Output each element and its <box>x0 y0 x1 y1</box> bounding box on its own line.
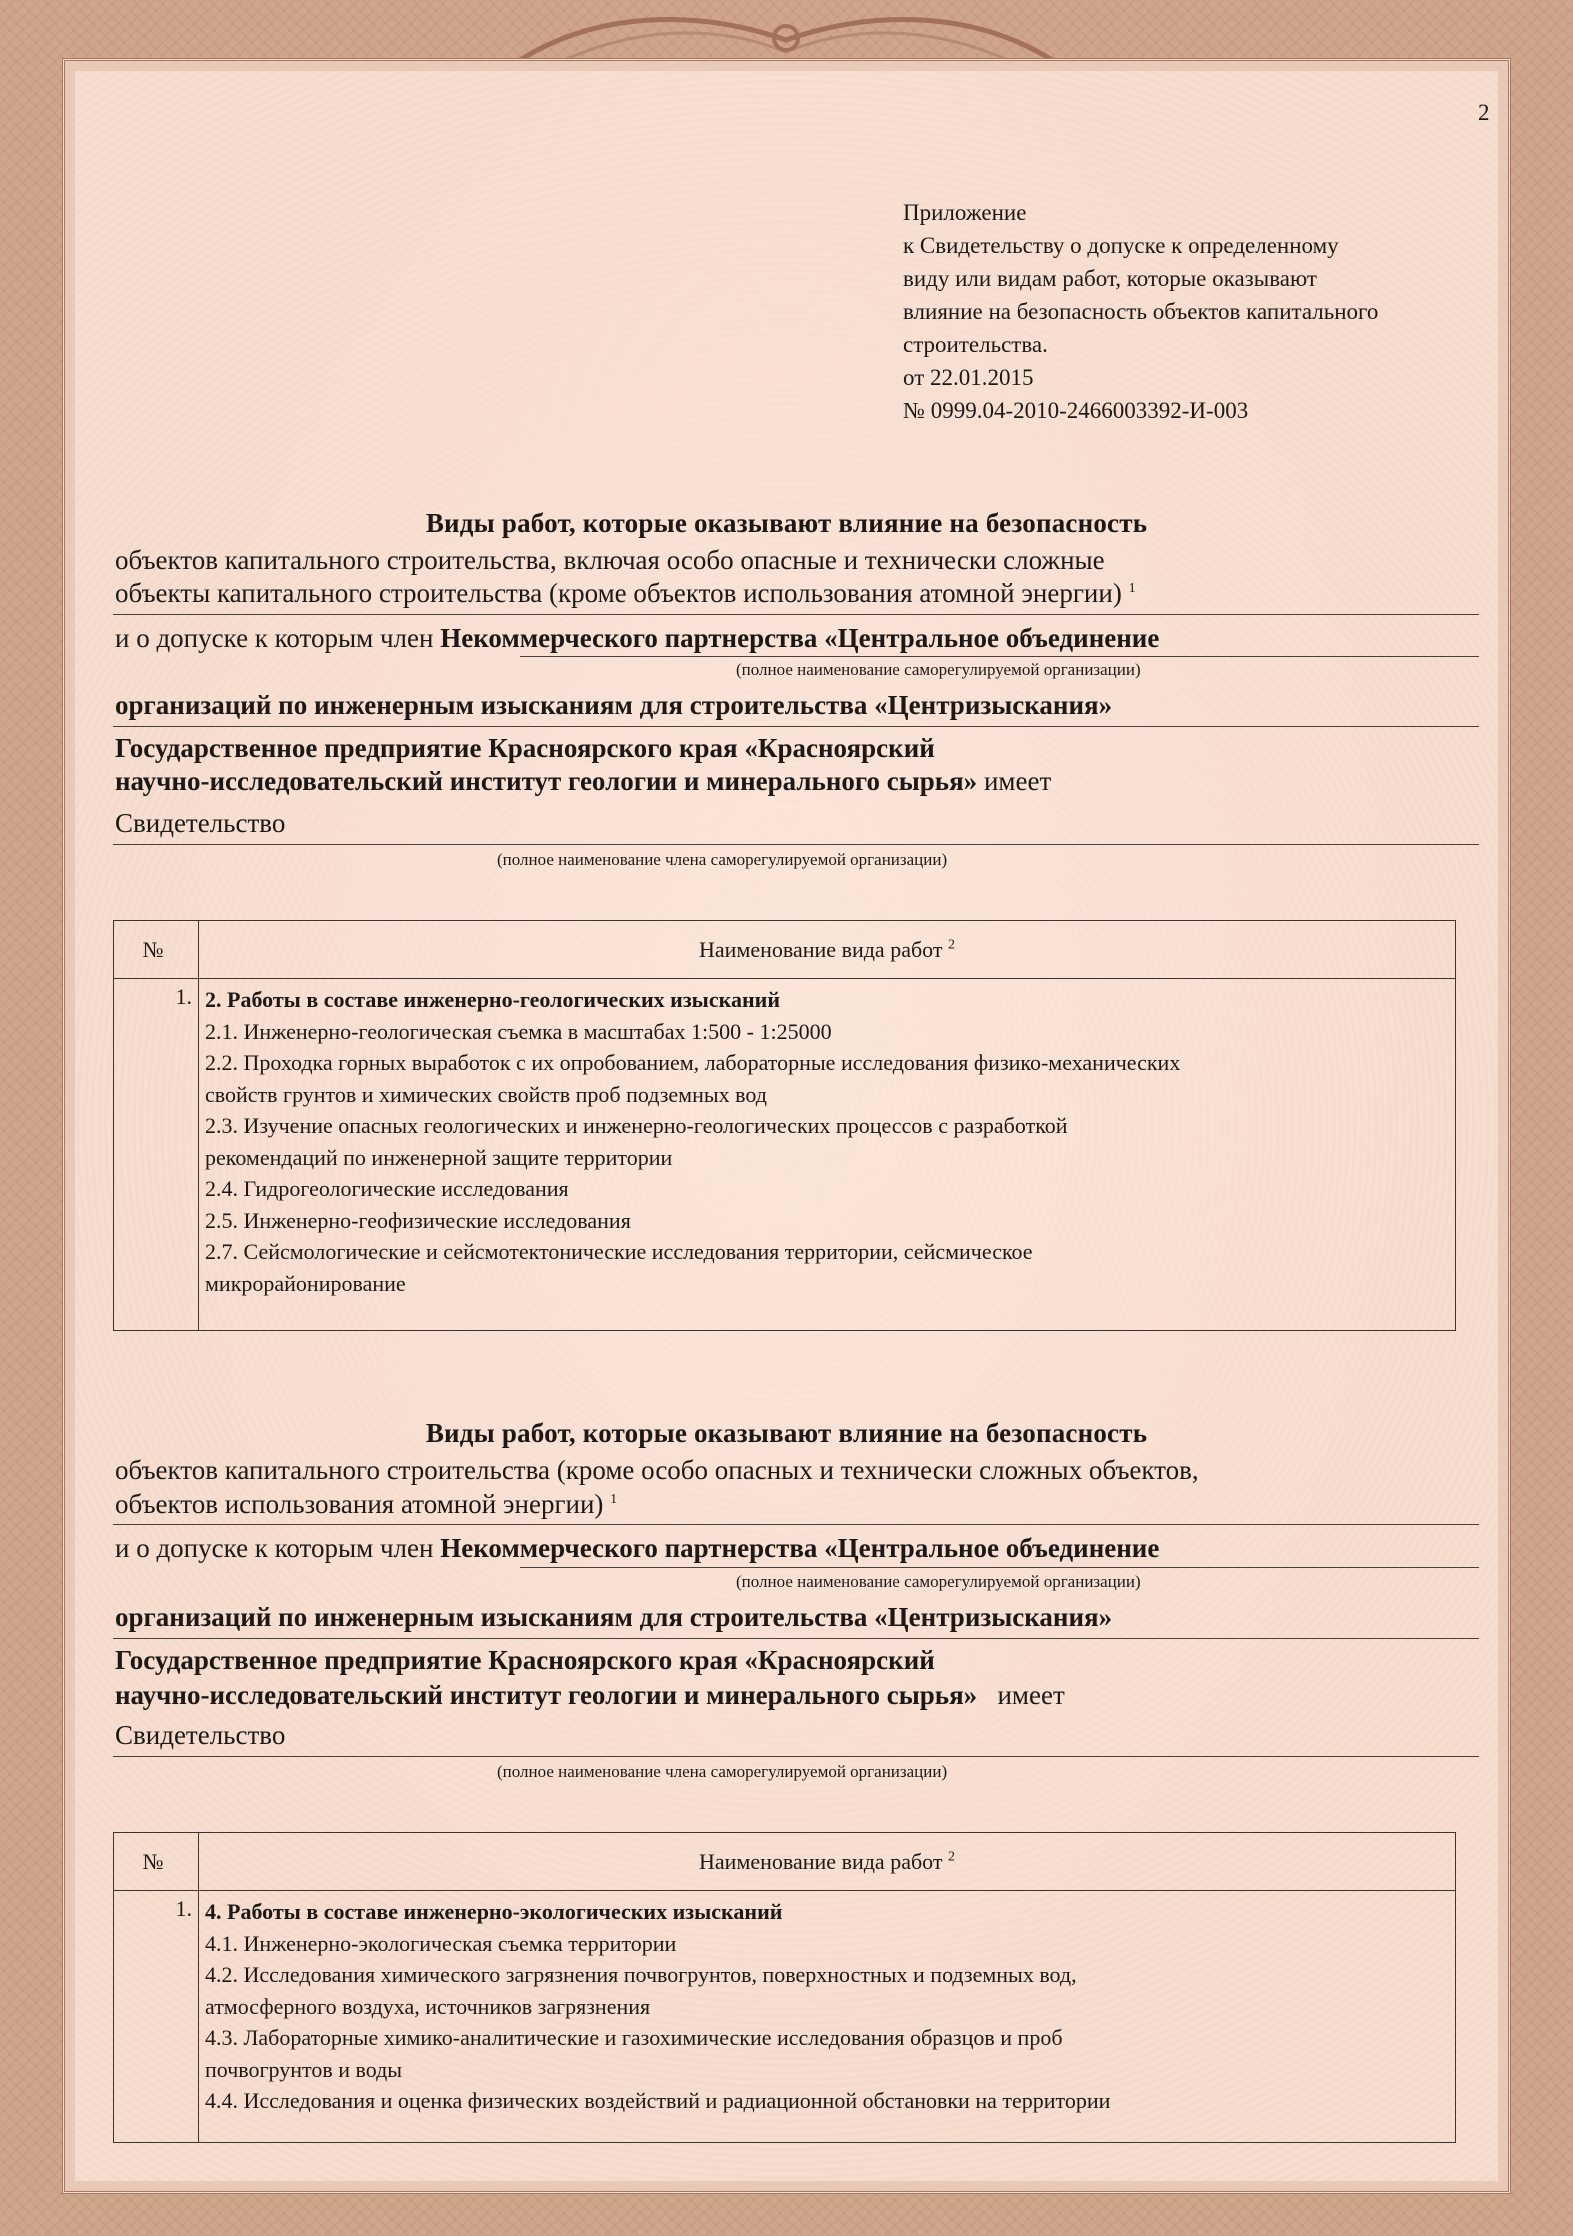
underline <box>520 1567 1479 1568</box>
section2-title: Виды работ, которые оказывают влияние на безопасность <box>425 1418 1148 1448</box>
work-item: 2.3. Изучение опасных геологических и инженерно-геологических процессов с разработкой <box>205 1113 1068 1138</box>
underline <box>520 656 1479 657</box>
appendix-line: влияние на безопасность объектов капитального <box>903 299 1379 324</box>
row-number: 1. <box>114 979 199 1331</box>
works-table-2 <box>113 1832 1456 2143</box>
underline <box>113 844 1479 845</box>
member-name-line2: научно-исследовательский институт геологии и минерального сырья» имеет <box>115 766 1052 796</box>
appendix-line: к Свидетельству о допуске к определенному <box>903 233 1339 258</box>
appendix-line: от 22.01.2015 <box>903 365 1034 390</box>
work-item: почвогрунтов и воды <box>205 2056 403 2082</box>
col-name-header: Наименование вида работ $^2$ <box>199 921 1456 979</box>
work-item: микрорайонирование <box>205 1270 406 1296</box>
work-item: 4.4. Исследования и оценка физических воздействий и радиационной обстановки на территории <box>205 2088 1111 2113</box>
section2-admission-line: и о допуске к которым член Некоммерческого партнерства «Центральное объединение <box>115 1533 1160 1563</box>
underline <box>113 1756 1479 1757</box>
work-item: 4.1. Инженерно-экологическая съемка территории <box>205 1930 677 1956</box>
sro-name-part1: Некоммерческого партнерства «Центральное объединение <box>440 623 1160 653</box>
table-row <box>114 979 1456 1331</box>
work-item: 2.5. Инженерно-геофизические исследования <box>205 1207 631 1233</box>
appendix-line: № 0999.04-2010-2466003392-И-003 <box>903 398 1249 423</box>
underline <box>113 1638 1479 1639</box>
appendix-header <box>903 196 1503 427</box>
work-group-heading: 2. Работы в составе инженерно-геологических изысканий <box>205 987 780 1012</box>
sro-caption: (полное наименование саморегулируемой организации) <box>736 660 1141 679</box>
underline <box>113 1524 1479 1525</box>
underline <box>113 614 1479 615</box>
page-number: 2 <box>1478 100 1490 125</box>
member-name-line1: Государственное предприятие Красноярского края «Красноярский <box>115 1645 935 1675</box>
row-content <box>199 1891 1456 2143</box>
appendix-line: виду или видам работ, которые оказывают <box>903 266 1317 291</box>
work-item: 2.4. Гидрогеологические исследования <box>205 1176 569 1201</box>
work-item: свойств грунтов и химических свойств проб подземных вод <box>205 1081 767 1107</box>
footnote-mark: 1 <box>610 1492 618 1507</box>
row-number: 1. <box>114 1891 199 2143</box>
sro-name-part2: организаций по инженерным изысканиям для строительства «Центризыскания» <box>115 690 1113 720</box>
table-row <box>114 1891 1456 2143</box>
underline <box>113 726 1479 727</box>
appendix-line: Приложение <box>903 200 1027 225</box>
member-name-line2: научно-исследовательский институт геологии и минерального сырья» имеет <box>115 1680 1065 1710</box>
work-item: рекомендаций по инженерной защите территории <box>205 1144 673 1170</box>
section1-scope-line2: объекты капитального строительства (кроме объектов использования атомной энергии) $^1$ <box>115 578 1136 608</box>
sro-caption: (полное наименование саморегулируемой организации) <box>736 1572 1141 1591</box>
work-item: 4.3. Лабораторные химико-аналитические и газохимические исследования образцов и проб <box>205 2025 1063 2050</box>
col-num-header: № <box>114 921 199 979</box>
sro-name-part1: Некоммерческого партнерства «Центральное объединение <box>440 1533 1160 1563</box>
appendix-line: строительства. <box>903 332 1048 357</box>
member-name-line1: Государственное предприятие Красноярского края «Красноярский <box>115 733 935 763</box>
member-caption: (полное наименование члена саморегулируемой организации) <box>497 850 948 869</box>
member-caption: (полное наименование члена саморегулируемой организации) <box>497 1762 948 1781</box>
certificate-word: Свидетельство <box>115 1720 286 1750</box>
works-table-1 <box>113 920 1456 1331</box>
work-group-heading: 4. Работы в составе инженерно-экологических изысканий <box>205 1899 783 1924</box>
sro-name-part2: организаций по инженерным изысканиям для строительства «Центризыскания» <box>115 1602 1113 1632</box>
section1-admission-line: и о допуске к которым член Некоммерческого партнерства «Центральное объединение <box>115 623 1160 653</box>
work-item: 2.2. Проходка горных выработок с их опробованием, лабораторные исследования физико-механических <box>205 1050 1181 1075</box>
work-item: 2.1. Инженерно-геологическая съемка в масштабах 1:500 - 1:25000 <box>205 1018 832 1044</box>
section1-scope-line1: объектов капитального строительства, включая особо опасные и технически сложные <box>115 545 1105 575</box>
work-item: атмосферного воздуха, источников загрязнения <box>205 1993 651 2019</box>
row-content <box>199 979 1456 1331</box>
work-item: 2.7. Сейсмологические и сейсмотектонические исследования территории, сейсмическое <box>205 1239 1033 1264</box>
work-item: 4.2. Исследования химического загрязнения почвогрунтов, поверхностных и подземных вод, <box>205 1962 1077 1987</box>
certificate-word: Свидетельство <box>115 808 286 838</box>
section2-scope-line2: объектов использования атомной энергии) $^1$ <box>115 1489 618 1519</box>
footnote-mark: 1 <box>1128 581 1136 596</box>
section1-title: Виды работ, которые оказывают влияние на безопасность <box>425 508 1148 538</box>
col-num-header: № <box>114 1833 199 1891</box>
section2-scope-line1: объектов капитального строительства (кроме особо опасных и технически сложных объектов, <box>115 1455 1199 1485</box>
col-name-header: Наименование вида работ $^2$ <box>199 1833 1456 1891</box>
